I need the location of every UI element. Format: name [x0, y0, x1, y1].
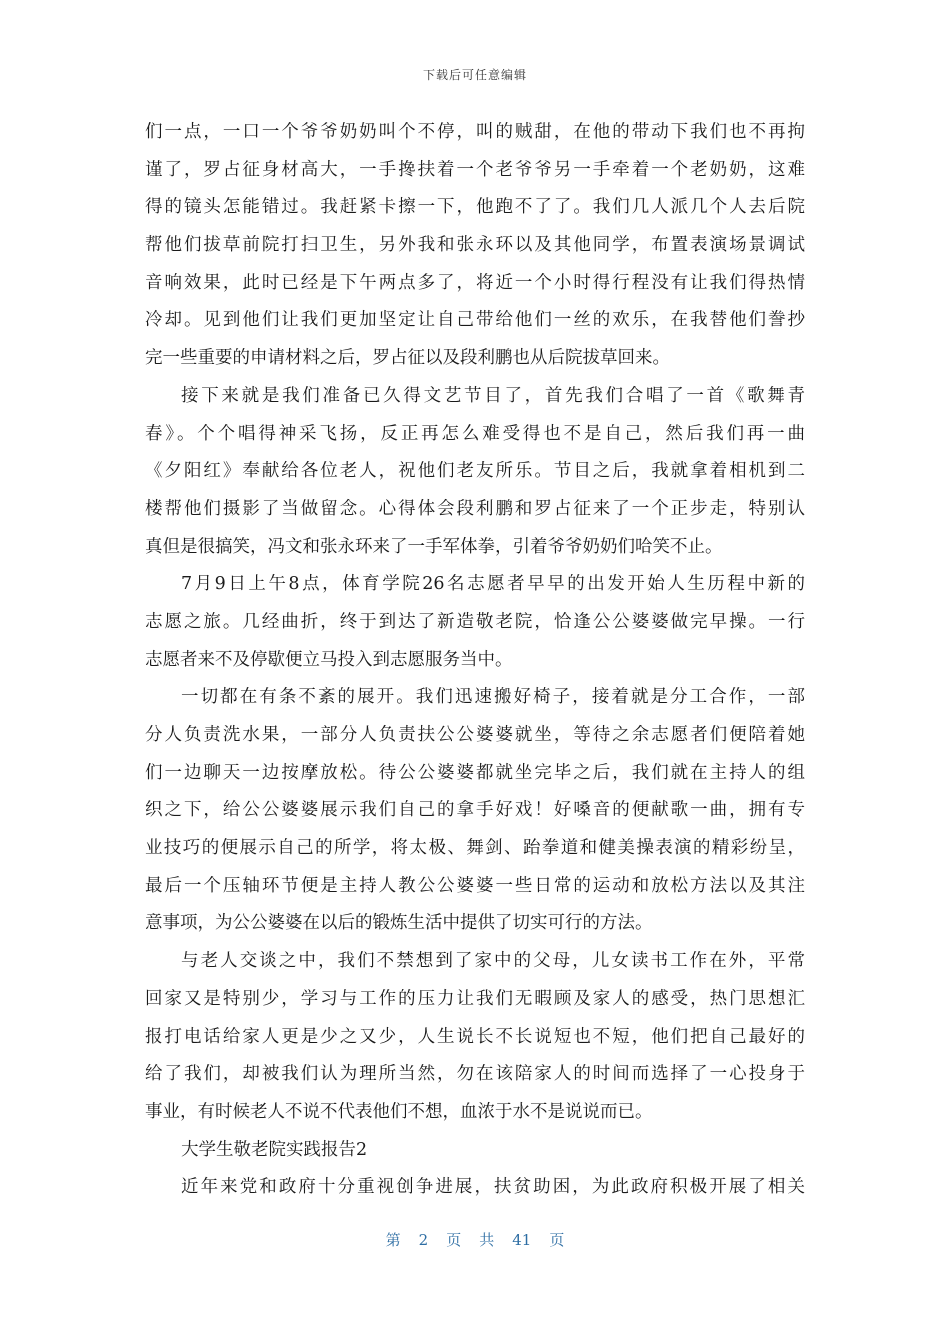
- text-line: 业技巧的便展示自己的所学，将太极、舞剑、跆拳道和健美操表演的精彩纷呈，: [145, 838, 805, 859]
- text-line: 《夕阳红》奉献给各位老人，祝他们老友所乐。节目之后，我就拿着相机到二: [145, 461, 805, 482]
- text-line: 7月9日上午8点，体育学院26名志愿者早早的出发开始人生历程中新的: [181, 574, 805, 595]
- text-line: 完一些重要的申请材料之后，罗占征以及段利鹏也从后院拔草回来。: [145, 348, 670, 369]
- page-unit: 页: [446, 1231, 462, 1249]
- text-line: 得的镜头怎能错过。我赶紧卡擦一下，他跑不了了。我们几人派几个人去后院: [145, 197, 805, 218]
- text-line: 志愿之旅。几经曲折，终于到达了新造敬老院，恰逢公公婆婆做完早操。一行: [145, 611, 805, 632]
- document-body: [145, 114, 805, 1207]
- page-header: 下载后可任意编辑: [422, 68, 527, 82]
- text-line: 帮他们拔草前院打扫卫生，另外我和张永环以及其他同学，布置表演场景调试: [145, 235, 805, 256]
- page-label: 第: [385, 1231, 401, 1249]
- text-line: 报打电话给家人更是少之又少，人生说长不长说短也不短，他们把自己最好的: [145, 1026, 805, 1047]
- text-line: 春》。个个唱得神采飞扬，反正再怎么难受得也不是自己，然后我们再一曲: [145, 423, 805, 444]
- total-pages: 41: [512, 1231, 532, 1249]
- total-unit: 页: [549, 1231, 565, 1249]
- text-line: 接下来就是我们准备已久得文艺节目了，首先我们合唱了一首《歌舞青: [181, 385, 805, 406]
- text-line: 真但是很搞笑，冯文和张永环来了一手军体拳，引着爷爷奶奶们哈笑不止。: [145, 536, 723, 557]
- text-line: 近年来党和政府十分重视创争进展，扶贫助困，为此政府积极开展了相关: [181, 1177, 805, 1198]
- text-line: 志愿者来不及停歇便立马投入到志愿服务当中。: [145, 649, 513, 670]
- text-line: 最后一个压轴环节便是主持人教公公婆婆一些日常的运动和放松方法以及其注: [145, 875, 805, 896]
- text-line: 楼帮他们摄影了当做留念。心得体会段利鹏和罗占征来了一个正步走，特别认: [145, 498, 805, 519]
- text-line: 分人负责洗水果，一部分人负责扶公公婆婆就坐，等待之余志愿者们便陪着她: [145, 725, 805, 745]
- page-footer: [0, 1229, 950, 1250]
- text-line: 给了我们，却被我们认为理所当然，勿在该陪家人的时间而选择了一心投身于: [145, 1064, 805, 1085]
- text-line: 与老人交谈之中，我们不禁想到了家中的父母，儿女读书工作在外，平常: [181, 951, 805, 972]
- text-line: 谨了，罗占征身材高大，一手搀扶着一个老爷爷另一手牵着一个老奶奶，这难: [145, 159, 805, 180]
- page-number: 2: [418, 1231, 429, 1249]
- text-line: 们一边聊天一边按摩放松。待公公婆婆都就坐完毕之后，我们就在主持人的组: [145, 762, 805, 783]
- total-label: 共: [479, 1231, 495, 1249]
- text-line: 音响效果，此时已经是下午两点多了，将近一个小时得行程没有让我们得热情: [145, 272, 805, 293]
- text-line: 冷却。见到他们让我们更加坚定让自己带给他们一丝的欢乐，在我替他们誊抄: [145, 310, 805, 331]
- text-line: 事业，有时候老人不说不代表他们不想，血浓于水不是说说而已。: [145, 1101, 653, 1122]
- text-line: 回家又是特别少，学习与工作的压力让我们无暇顾及家人的感受，热门思想汇: [145, 988, 805, 1009]
- text-line: 一切都在有条不紊的展开。我们迅速搬好椅子，接着就是分工合作，一部: [181, 687, 805, 708]
- text-line: 大学生敬老院实践报告2: [181, 1139, 368, 1160]
- text-line: 们一点，一口一个爷爷奶奶叫个不停，叫的贼甜，在他的带动下我们也不再拘: [145, 122, 805, 142]
- text-line: 织之下，给公公婆婆展示我们自己的拿手好戏！好嗓音的便献歌一曲，拥有专: [145, 800, 805, 821]
- text-line: 意事项，为公公婆婆在以后的锻炼生活中提供了切实可行的方法。: [145, 913, 653, 934]
